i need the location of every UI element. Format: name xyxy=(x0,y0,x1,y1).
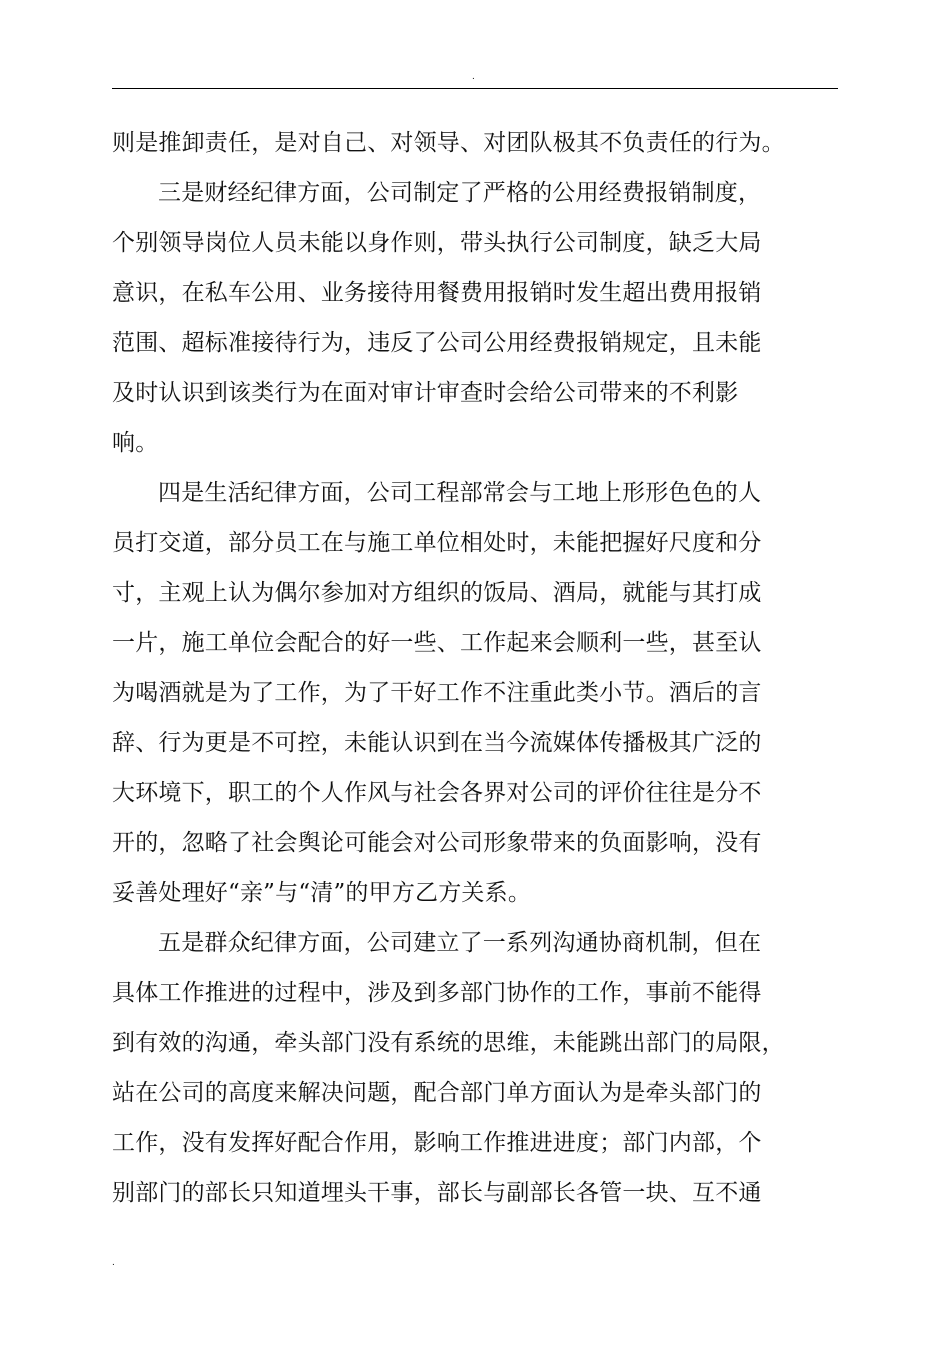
text-line: 大环境下，职工的个人作风与社会各界对公司的评价往往是分不 xyxy=(112,780,762,806)
text-line: 妥善处理好“亲”与“清”的甲方乙方关系。 xyxy=(112,880,532,906)
text-line: 为喝酒就是为了工作，为了干好工作不注重此类小节。酒后的言 xyxy=(112,680,762,706)
text-line: 辞、行为更是不可控，未能认识到在当今流媒体传播极其广泛的 xyxy=(112,730,762,756)
text-line: 范围、超标准接待行为，违反了公司公用经费报销规定，且未能 xyxy=(112,330,762,356)
header-mark: . xyxy=(472,71,475,82)
text-line: 及时认识到该类行为在面对审计审查时会给公司带来的不利影 xyxy=(112,380,739,406)
document-body xyxy=(112,118,785,1218)
text-line: 站在公司的高度来解决问题，配合部门单方面认为是牵头部门的 xyxy=(112,1080,762,1106)
text-line: 到有效的沟通，牵头部门没有系统的思维，未能跳出部门的局限， xyxy=(112,1030,785,1056)
text-line: 别部门的部长只知道埋头干事，部长与副部长各管一块、互不通 xyxy=(112,1180,762,1206)
footer-mark: . xyxy=(112,1257,115,1268)
text-line: 员打交道，部分员工在与施工单位相处时，未能把握好尺度和分 xyxy=(112,530,762,556)
text-line: 一片，施工单位会配合的好一些、工作起来会顺利一些，甚至认 xyxy=(112,630,762,656)
text-line: 寸，主观上认为偶尔参加对方组织的饭局、酒局，就能与其打成 xyxy=(112,580,762,606)
text-line: 开的，忽略了社会舆论可能会对公司形象带来的负面影响，没有 xyxy=(112,830,762,856)
paragraph-first-line: 四是生活纪律方面，公司工程部常会与工地上形形色色的人 xyxy=(158,480,762,506)
text-line: 个别领导岗位人员未能以身作则，带头执行公司制度，缺乏大局 xyxy=(112,230,762,256)
text-line: 意识，在私车公用、业务接待用餐费用报销时发生超出费用报销 xyxy=(112,280,762,306)
paragraph-first-line: 五是群众纪律方面，公司建立了一系列沟通协商机制，但在 xyxy=(158,930,762,956)
text-line: 具体工作推进的过程中，涉及到多部门协作的工作，事前不能得 xyxy=(112,980,762,1006)
header-rule xyxy=(112,88,838,89)
text-line: 则是推卸责任，是对自己、对领导、对团队极其不负责任的行为。 xyxy=(112,130,785,156)
text-line: 工作，没有发挥好配合作用，影响工作推进进度；部门内部，个 xyxy=(112,1130,762,1156)
text-line: 响。 xyxy=(112,430,159,456)
paragraph-first-line: 三是财经纪律方面，公司制定了严格的公用经费报销制度， xyxy=(158,180,762,206)
